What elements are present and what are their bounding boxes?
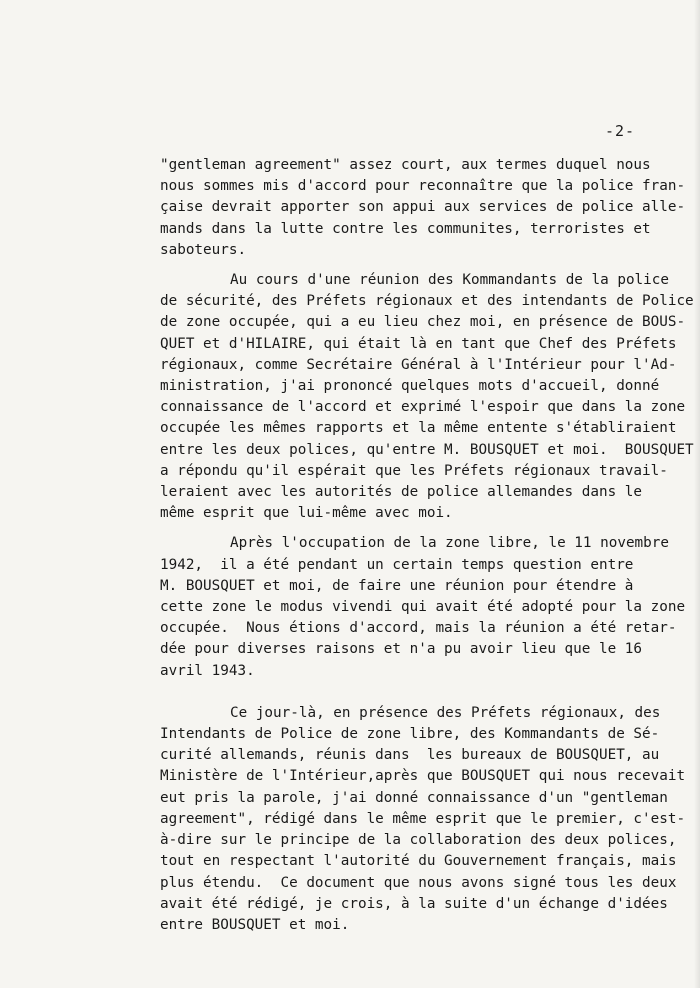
text-line: avait été rédigé, je crois, à la suite d'un échange d'idées: [160, 895, 668, 912]
text-line: occupée les mêmes rapports et la même entente s'établiraient: [160, 420, 677, 437]
text-line: QUET et d'HILAIRE, qui était là en tant que Chef des Préfets: [160, 335, 677, 352]
text-line: 1942, il a été pendant un certain temps question entre: [160, 556, 634, 573]
text-line: mands dans la lutte contre les communites, terroristes et: [160, 220, 651, 237]
text-line: agreement", rédigé dans le même esprit que le premier, c'est-: [160, 810, 686, 827]
text-line: saboteurs.: [160, 241, 247, 258]
text-line: de zone occupée, qui a eu lieu chez moi, en présence de BOUS-: [160, 314, 686, 331]
text-line: nous sommes mis d'accord pour reconnaître que la police fran-: [160, 178, 686, 195]
text-line: dée pour diverses raisons et n'a pu avoir lieu que le 16: [160, 641, 643, 658]
text-line: Ce jour-là, en présence des Préfets régionaux, des: [230, 704, 661, 721]
text-line: de sécurité, des Préfets régionaux et des intendants de Police: [160, 293, 694, 310]
text-line: ministration, j'ai prononcé quelques mots d'accueil, donné: [160, 378, 660, 395]
text-line: entre BOUSQUET et moi.: [160, 916, 350, 933]
text-line: occupée. Nous étions d'accord, mais la réunion a été retar-: [160, 620, 677, 637]
paragraph-3: [160, 533, 700, 681]
text-line: tout en respectant l'autorité du Gouvernement français, mais: [160, 853, 677, 870]
text-line: entre les deux polices, qu'entre M. BOUSQUET et moi. BOUSQUET: [160, 441, 694, 458]
text-line: eut pris la parole, j'ai donné connaissance d'un "gentleman: [160, 789, 668, 806]
paragraph-4: [160, 703, 700, 936]
document-body: [160, 155, 700, 936]
text-line: même esprit que lui-même avec moi.: [160, 505, 453, 522]
text-line: Au cours d'une réunion des Kommandants de la police: [230, 272, 669, 289]
text-line: Après l'occupation de la zone libre, le 11 novembre: [230, 535, 669, 552]
text-line: Intendants de Police de zone libre, des Kommandants de Sé-: [160, 726, 660, 743]
text-line: leraient avec les autorités de police allemandes dans le: [160, 484, 643, 501]
page-number: -2-: [605, 122, 636, 140]
text-line: çaise devrait apporter son appui aux services de police alle-: [160, 199, 686, 216]
text-line: Ministère de l'Intérieur,après que BOUSQUET qui nous recevait: [160, 768, 686, 785]
text-line: connaissance de l'accord et exprimé l'espoir que dans la zone: [160, 399, 686, 416]
text-line: a répondu qu'il espérait que les Préfets régionaux travail-: [160, 462, 668, 479]
text-line: régionaux, comme Secrétaire Général à l'Intérieur pour l'Ad-: [160, 356, 677, 373]
text-line: avril 1943.: [160, 662, 255, 679]
text-line: à-dire sur le principe de la collaboration des deux polices,: [160, 832, 677, 849]
text-line: curité allemands, réunis dans les bureaux de BOUSQUET, au: [160, 747, 660, 764]
text-line: cette zone le modus vivendi qui avait été adopté pour la zone: [160, 599, 686, 616]
text-line: plus étendu. Ce document que nous avons signé tous les deux: [160, 874, 677, 891]
text-line: M. BOUSQUET et moi, de faire une réunion pour étendre à: [160, 577, 634, 594]
text-line: "gentleman agreement" assez court, aux termes duquel nous: [160, 157, 651, 173]
paragraph-1: [160, 155, 700, 261]
paragraph-2: [160, 270, 700, 524]
